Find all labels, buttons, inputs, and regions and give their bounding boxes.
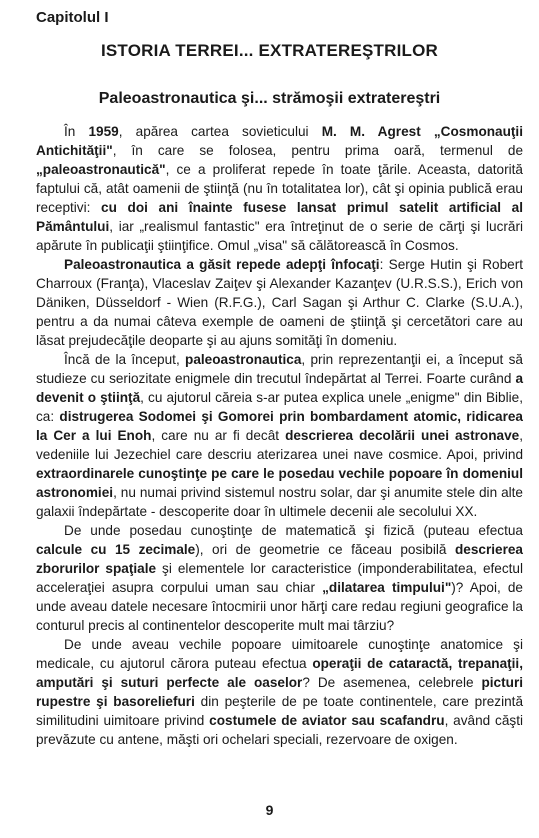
paragraph: [36, 521, 523, 635]
bold-text-run: cu doi ani înainte fusese lansat primul satelit artificial al Pământului: [36, 200, 524, 234]
text-run: ? De asemenea, celebrele: [302, 675, 482, 690]
page-number: 9: [265, 802, 274, 818]
text-run: şi elementele lor caracteristice (imponderabilitatea, efectul acceleraţiei asupra corpului uman sau chiar: [36, 561, 523, 595]
paragraph: [36, 255, 523, 350]
bold-text-run: distrugerea Sodomei şi Gomorei prin bombardament atomic, ridicarea la Cer a lui Enoh: [36, 409, 523, 443]
bold-text-run: „paleoastronautică": [36, 162, 166, 177]
text-run: De unde posedau cunoştinţe de matematică şi fizică (puteau efectua: [64, 523, 523, 538]
paragraph: [36, 350, 523, 521]
text-run: , vedeniile lui Jezechiel care descriu aterizarea unei nave cosmice. Apoi, privind: [36, 428, 523, 462]
bold-text-run: 1959: [88, 124, 119, 139]
paragraph: [36, 122, 523, 255]
text-run: , nu numai privind sistemul nostru solar, dar şi anumite stele din alte galaxii îndepărtate - descoperite doar în ultimele decenii ale secolului XX.: [36, 485, 523, 519]
paragraph: [36, 635, 523, 749]
text-run: , prin reprezentanţii ei, a început să studieze cu seriozitate enigmele din trecutul îndepărtat al Terrei. Foarte curând: [36, 352, 523, 386]
text-run: din peşterile de pe toate continentele, care prezintă similitudini uimitoare privind: [36, 694, 524, 728]
bold-text-run: calcule cu 15 zecimale: [36, 542, 196, 557]
bold-text-run: descrierea decolării unei astronave: [285, 428, 520, 443]
text-run: , iar „realismul fantastic" era întreţinut de o serie de cărţi şi lucrări apărute în publicaţii ştiinţifice. Omul „visa" să călătorească în Cosmos.: [36, 219, 523, 253]
text-run: )? Apoi, de unde aveau datele necesare întocmirii unor hărţi care redau regiuni geografice la conturul precis al continentelor descoperite mult mai târziu?: [36, 580, 523, 633]
body-text: [36, 122, 523, 749]
text-run: , cu ajutorul căreia s-ar putea explica unele „enigme" din Biblie, ca:: [36, 390, 523, 424]
text-run: ), ori de geometrie ce făceau posibilă: [195, 542, 455, 557]
bold-text-run: M. M. Agrest „Cosmonauţii Antichităţii": [36, 124, 523, 158]
bold-text-run: a devenit o ştiinţă: [36, 371, 523, 405]
text-run: , apărea cartea sovieticului: [118, 124, 322, 139]
bold-text-run: costumele de aviator sau scafandru: [209, 713, 445, 728]
text-run: În: [64, 124, 89, 139]
page-title: ISTORIA TERREI... EXTRATEREŞTRILOR: [100, 41, 439, 60]
bold-text-run: operaţii de cataractă, trepanaţii, amputări şi suturi perfecte ale oaselor: [36, 656, 523, 690]
text-run: , având căşti prevăzute cu antene, măşti ori ochelari speciali, rezervoare de oxigen.: [36, 713, 523, 747]
bold-text-run: Paleoastronautica a găsit repede adepţi înfocaţi: [64, 257, 380, 272]
bold-text-run: extraordinarele cunoştinţe pe care le posedau vechile popoare în domeniul astronomiei: [36, 466, 523, 500]
text-run: Încă de la început,: [64, 352, 186, 367]
bold-text-run: „dilatarea timpului": [322, 580, 452, 595]
text-run: , în care se folosea, pentru prima oară, termenul de: [112, 143, 523, 158]
chapter-label: Capitolul I: [36, 9, 109, 26]
bold-text-run: picturi rupestre şi basoreliefuri: [36, 675, 524, 709]
text-run: , ce a proliferat repede în toate ţările. Aceasta, datorită faptului că, atât oamenii de ştiinţă (nu în totalitatea lor), cât şi opinia publică erau receptivi:: [36, 162, 523, 215]
text-run: , care nu ar fi decât: [151, 428, 286, 443]
bold-text-run: paleoastronautica: [185, 352, 302, 367]
text-run: De unde aveau vechile popoare uimitoarele cunoştinţe anatomice şi medicale, cu ajutorul cărora puteau efectua: [36, 637, 523, 671]
bold-text-run: descrierea zborurilor spaţiale: [36, 542, 523, 576]
section-subtitle: Paleoastronautica şi... strămoşii extratereştri: [98, 90, 441, 107]
text-run: : Serge Hutin şi Robert Charroux (Franţa), Vlaceslav Zaiţev şi Alexander Kazanţev (U.R.S.S.), Erich von Däniken, Düsseldorf - Wien (R.F.G.), Carl Sagan şi Arthur C. Clarke (S.U.A.), pentru a da numai câteva exemple de oameni de ştiinţă şi cercetători care au lăsat prejudecăţile deoparte şi au ajuns somităţi în domeniu.: [36, 257, 524, 348]
